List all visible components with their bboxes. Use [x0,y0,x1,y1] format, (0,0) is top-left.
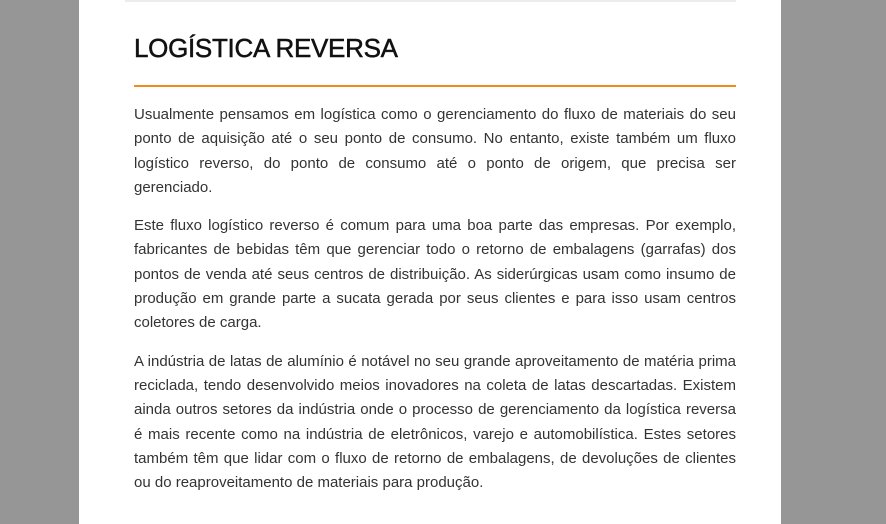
paragraph: Este fluxo logístico reverso é comum para uma boa parte das empresas. Por exemplo, fabricantes de bebidas têm que gerenciar todo o retorno de embalagens (garrafas) dos pontos de venda até seus centros de distribuição. As siderúrgicas usam como insumo de produção em grande parte a sucata gerada por seus clientes e para isso usam centros coletores de carga. [134,217,736,332]
top-divider [125,0,736,2]
article-body [134,103,736,509]
page-title: LOGÍSTICA REVERSA [134,33,398,63]
paragraph: A indústria de latas de alumínio é notável no seu grande aproveitamento de matéria prima reciclada, tendo desenvolvido meios inovadores na coleta de latas descartadas. Existem ainda outros setores da indústria onde o processo de gerenciamento da logística reversa é mais recente como na indústria de eletrônicos, varejo e automobilística. Estes setores também têm que lidar com o fluxo de retorno de embalagens, de devoluções de clientes ou do reaproveitamento de materiais para produção. [134,352,736,492]
paragraph: Usualmente pensamos em logística como o gerenciamento do fluxo de materiais do seu ponto de aquisição até o seu ponto de consumo. No entanto, existe também um fluxo logístico reverso, do ponto de consumo até o ponto de origem, que precisa ser gerenciado. [134,106,736,196]
document-page [79,0,781,524]
title-underline [134,85,736,87]
